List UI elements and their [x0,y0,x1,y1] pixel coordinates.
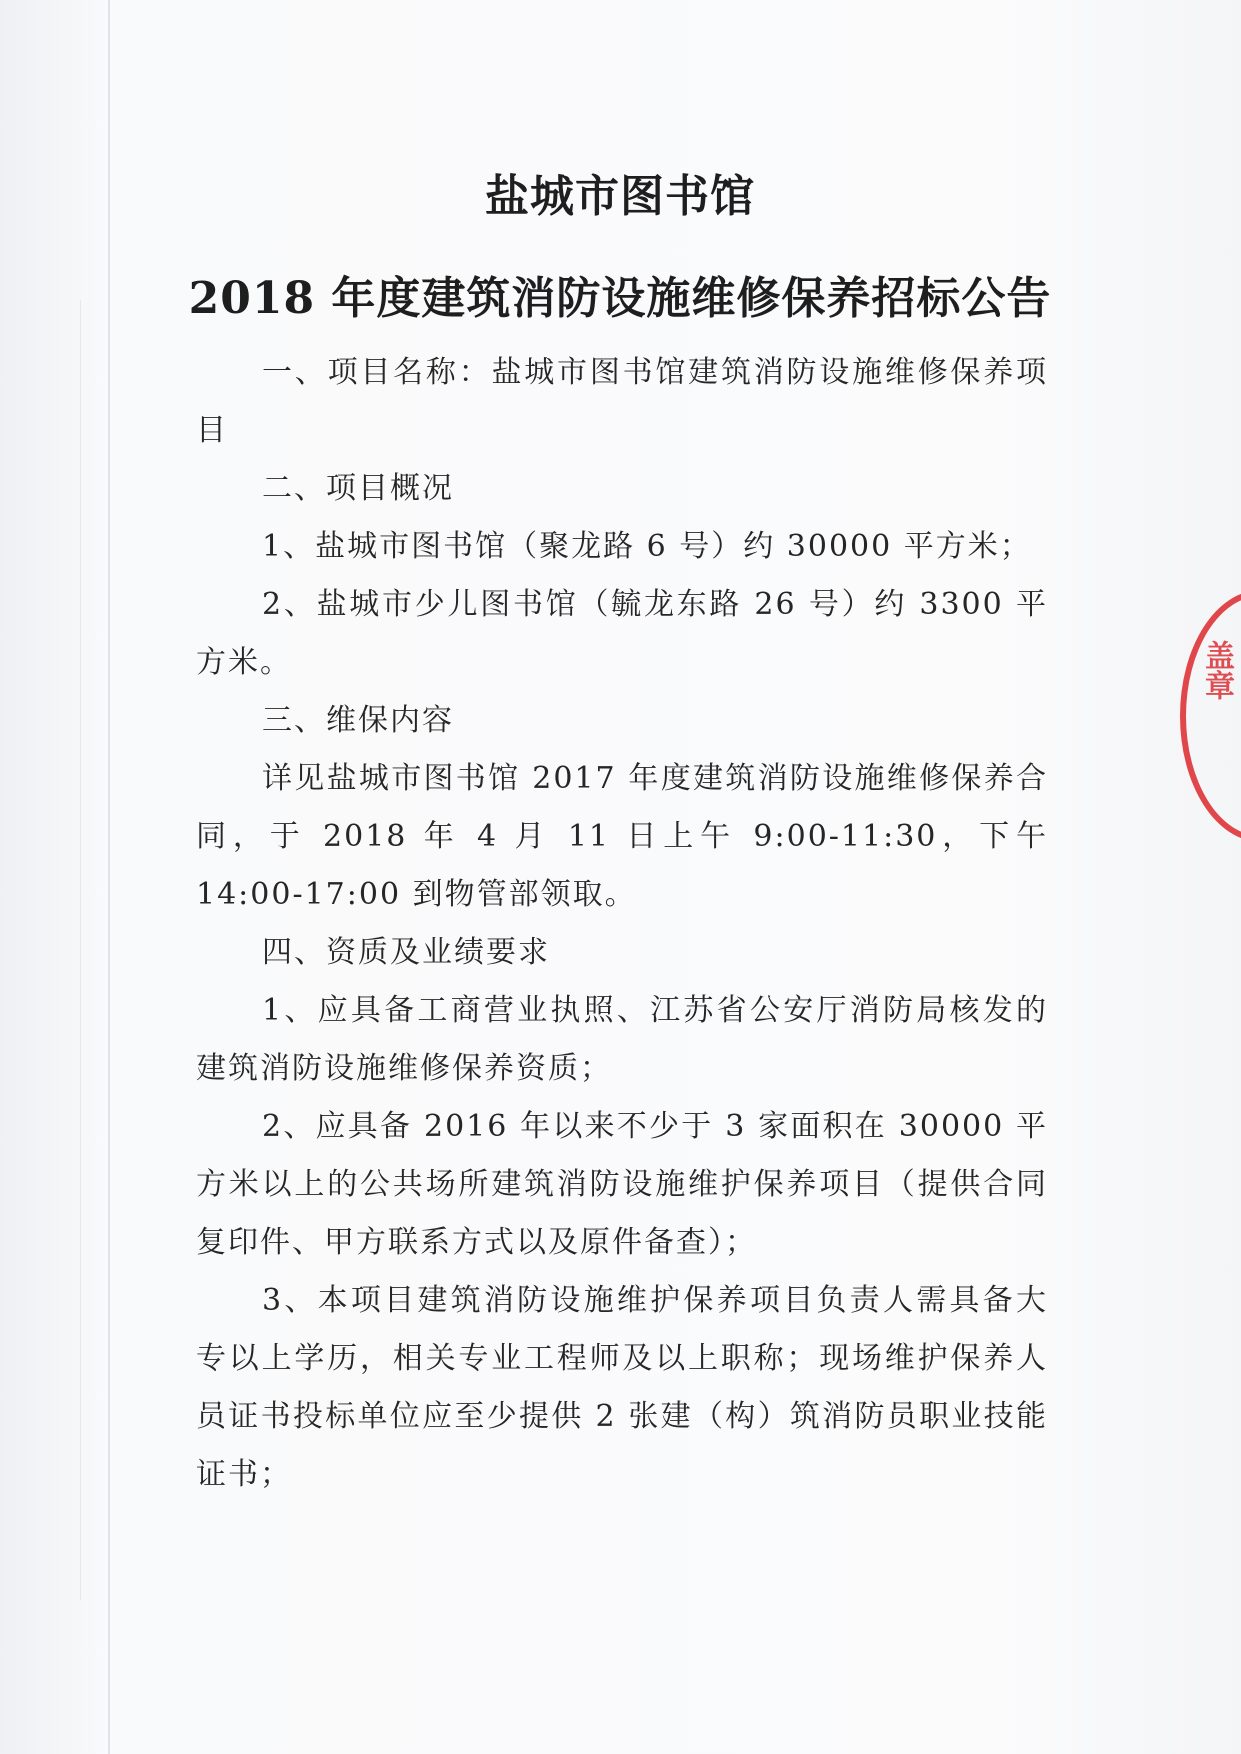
official-seal-stamp [1180,590,1241,842]
paragraph-site-children-library: 2、盐城市少儿图书馆（毓龙东路 26 号）约 3300 平方米。 [196,587,1048,680]
paragraph-requirement-2: 2、应具备 2016 年以来不少于 3 家面积在 30000 平方米以上的公共场所建筑消防设施维护保养项目（提供合同复印件、甲方联系方式以及原件备查）； [196,1109,1048,1260]
official-seal-text: 盖章 [1199,640,1234,700]
heading-qualification-requirements: 四、资质及业绩要求 [262,935,550,970]
heading-project-overview: 二、项目概况 [262,471,454,506]
paragraph-site-main-library: 1、盐城市图书馆（聚龙路 6 号）约 30000 平方米； [262,529,1032,564]
paragraph-project-name: 一、项目名称：盐城市图书馆建筑消防设施维修保养项目 [196,355,1048,448]
document-title-line1: 盐城市图书馆 [485,171,755,222]
document-body [196,344,1048,1504]
document-title-line2: 2018 年度建筑消防设施维修保养招标公告 [188,273,1052,324]
scan-edge-line-faint [80,300,81,1600]
scan-edge-line [108,0,110,1754]
paragraph-requirement-3: 3、本项目建筑消防设施维护保养项目负责人需具备大专以上学历，相关专业工程师及以上职称；现场维护保养人员证书投标单位应至少提供 2 张建（构）筑消防员职业技能证书； [196,1283,1048,1492]
paragraph-maintenance-details: 详见盐城市图书馆 2017 年度建筑消防设施维修保养合同，于 2018 年 4 月 11 日上午 9:00-11:30，下午 14:00-17:00 到物管部领取。 [196,761,1048,912]
heading-maintenance-content: 三、维保内容 [262,703,454,738]
paragraph-requirement-1: 1、应具备工商营业执照、江苏省公安厅消防局核发的建筑消防设施维修保养资质； [196,993,1048,1086]
